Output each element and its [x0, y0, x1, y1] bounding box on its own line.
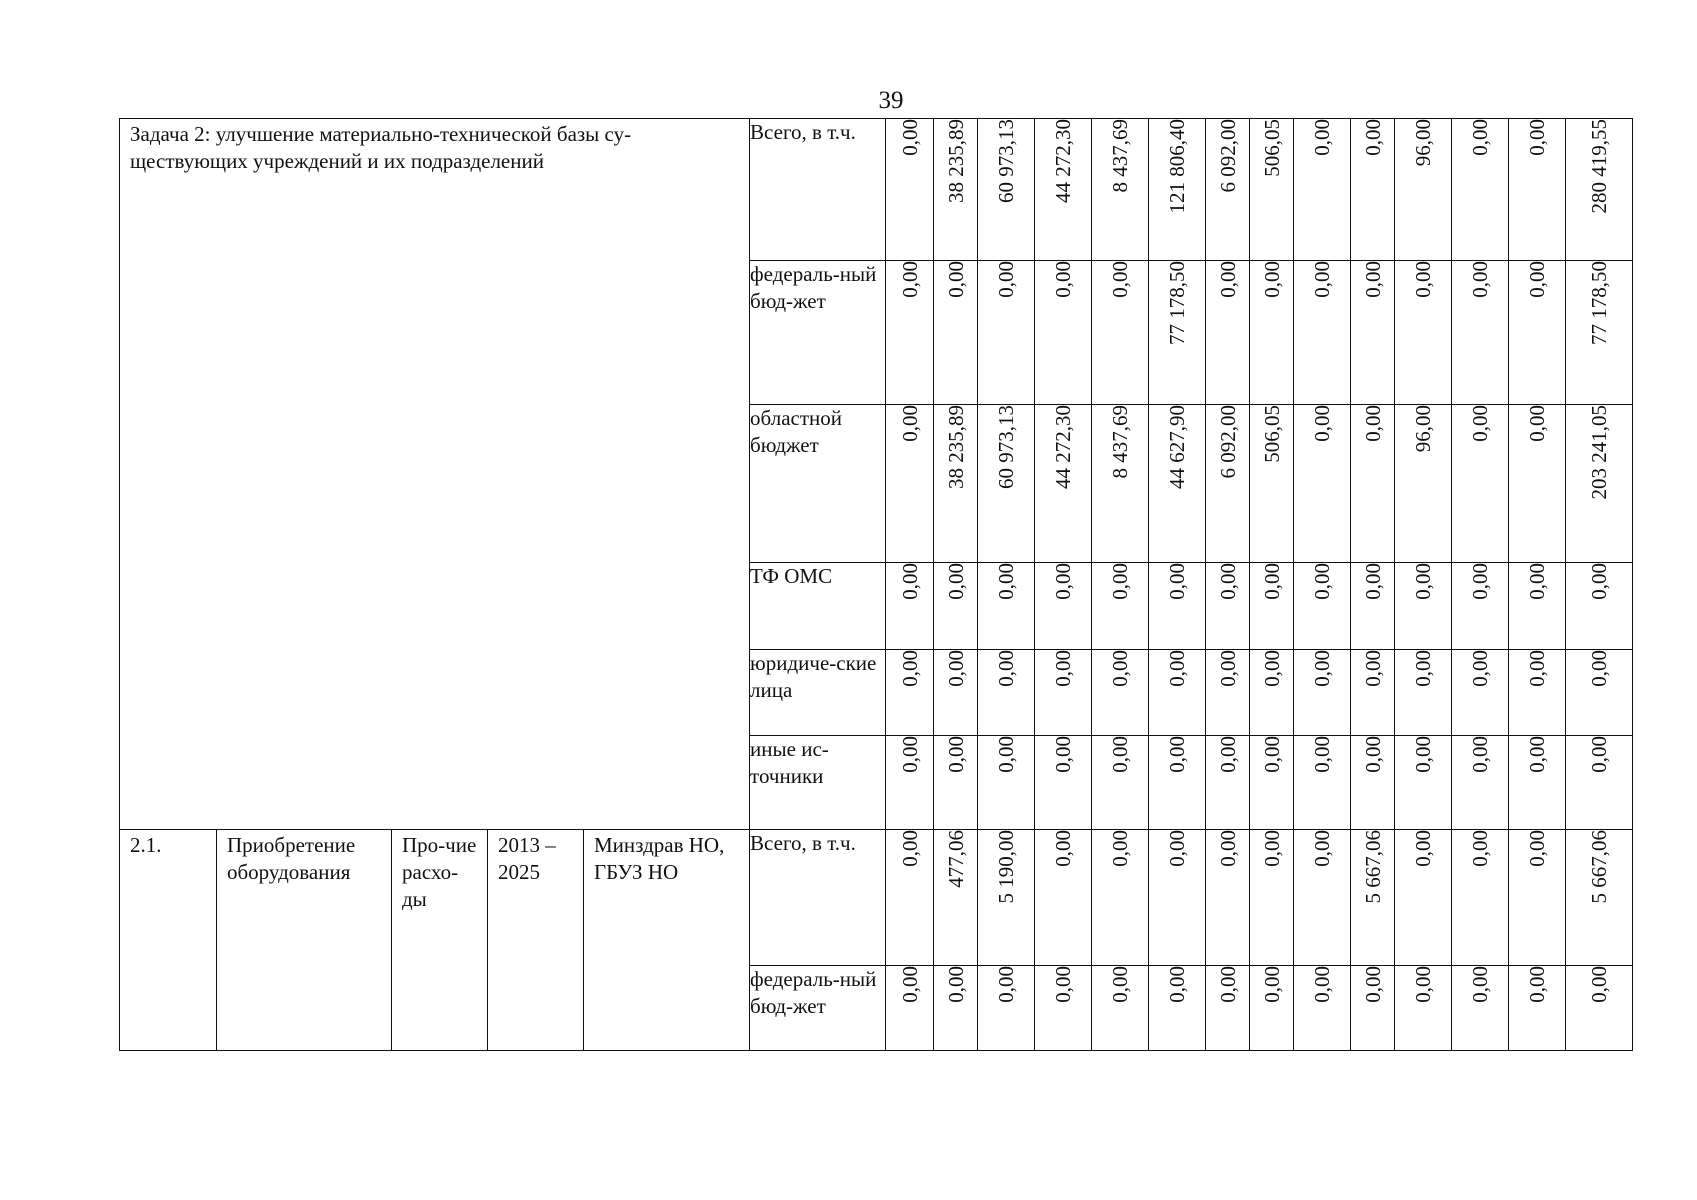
- amount-cell: [1452, 119, 1509, 261]
- amount-cell: [1566, 563, 1633, 650]
- amount-value: 0,00: [1310, 405, 1335, 442]
- amount-cell: [1250, 563, 1294, 650]
- amount-value: 0,00: [1525, 650, 1550, 687]
- amount-value: 0,00: [1108, 736, 1133, 773]
- amount-value: 0,00: [1051, 830, 1076, 867]
- amount-cell: [1351, 405, 1395, 563]
- funding-source-label: ТФ ОМС: [750, 564, 833, 588]
- amount-cell: [934, 405, 978, 563]
- amount-value: 0,00: [1360, 966, 1385, 1003]
- funding-source-label: иные ис-точники: [750, 737, 829, 788]
- amount-value: 0,00: [1259, 736, 1284, 773]
- amount-cell: [1092, 650, 1149, 736]
- amount-cell: [1206, 966, 1250, 1051]
- amount-cell: [1206, 736, 1250, 830]
- amount-cell: [886, 563, 934, 650]
- amount-value: 6 092,00: [1215, 119, 1240, 193]
- item-expense-type: [392, 830, 488, 1051]
- amount-cell: [1092, 119, 1149, 261]
- amount-cell: [1035, 119, 1092, 261]
- amount-value: 0,00: [1468, 736, 1493, 773]
- amount-value: 0,00: [1108, 830, 1133, 867]
- amount-cell: [978, 966, 1035, 1051]
- amount-value: 0,00: [1411, 736, 1436, 773]
- amount-value: 0,00: [1310, 736, 1335, 773]
- amount-cell: [1250, 405, 1294, 563]
- amount-value: 5 667,06: [1360, 830, 1385, 904]
- amount-cell: [1294, 966, 1351, 1051]
- amount-cell: [934, 736, 978, 830]
- amount-cell: [934, 563, 978, 650]
- amount-cell: [1035, 563, 1092, 650]
- funding-source-label: Всего, в т.ч.: [750, 120, 856, 144]
- amount-value: 38 235,89: [943, 119, 968, 203]
- amount-value: 5 190,00: [994, 830, 1019, 904]
- funding-source-label: областной бюджет: [750, 406, 842, 457]
- amount-value: 0,00: [1411, 830, 1436, 867]
- funding-source: [750, 736, 886, 830]
- amount-cell: [1452, 563, 1509, 650]
- amount-value: 0,00: [1259, 966, 1284, 1003]
- amount-cell: [1452, 650, 1509, 736]
- amount-value: 0,00: [1411, 261, 1436, 298]
- amount-cell: [1351, 830, 1395, 966]
- amount-cell: [886, 119, 934, 261]
- amount-cell: [886, 261, 934, 405]
- amount-value: 0,00: [1525, 405, 1550, 442]
- amount-value: 0,00: [1215, 966, 1240, 1003]
- amount-cell: [1250, 736, 1294, 830]
- amount-value: 0,00: [1525, 261, 1550, 298]
- amount-cell: [1294, 830, 1351, 966]
- amount-cell: [1206, 119, 1250, 261]
- amount-value: 0,00: [994, 261, 1019, 298]
- amount-cell: [1149, 650, 1206, 736]
- amount-value: 0,00: [994, 563, 1019, 600]
- amount-cell: [1206, 563, 1250, 650]
- amount-cell: [1294, 119, 1351, 261]
- amount-cell: [1509, 736, 1566, 830]
- amount-value: 0,00: [1310, 563, 1335, 600]
- amount-cell: [1566, 261, 1633, 405]
- amount-cell: [1566, 966, 1633, 1051]
- amount-value: 0,00: [1215, 830, 1240, 867]
- amount-cell: [978, 736, 1035, 830]
- funding-source-label: федераль-ный бюд-жет: [750, 262, 877, 313]
- amount-value: 0,00: [897, 830, 922, 867]
- amount-value: 38 235,89: [943, 405, 968, 489]
- item-row: [120, 830, 1633, 966]
- amount-value: 0,00: [1411, 966, 1436, 1003]
- amount-cell: [1452, 966, 1509, 1051]
- amount-value: 77 178,50: [1165, 261, 1190, 345]
- amount-cell: [1206, 405, 1250, 563]
- amount-value: 0,00: [1310, 650, 1335, 687]
- amount-value: 0,00: [1165, 650, 1190, 687]
- amount-value: 0,00: [1310, 261, 1335, 298]
- amount-cell: [1035, 966, 1092, 1051]
- amount-value: 0,00: [1468, 119, 1493, 156]
- amount-value: 44 272,30: [1051, 405, 1076, 489]
- amount-cell: [1395, 261, 1452, 405]
- page-number: 39: [878, 87, 904, 114]
- amount-value: 44 272,30: [1051, 119, 1076, 203]
- amount-value: 0,00: [1051, 563, 1076, 600]
- amount-cell: [1395, 650, 1452, 736]
- amount-cell: [1395, 830, 1452, 966]
- amount-cell: [978, 261, 1035, 405]
- amount-cell: [886, 405, 934, 563]
- amount-cell: [1509, 261, 1566, 405]
- amount-value: 0,00: [1259, 650, 1284, 687]
- amount-cell: [1149, 736, 1206, 830]
- item-number: [120, 830, 217, 1051]
- amount-cell: [1250, 261, 1294, 405]
- amount-cell: [1250, 966, 1294, 1051]
- amount-cell: [1250, 830, 1294, 966]
- amount-value: 0,00: [1051, 261, 1076, 298]
- amount-cell: [886, 650, 934, 736]
- amount-value: 0,00: [897, 736, 922, 773]
- amount-value: 0,00: [1360, 650, 1385, 687]
- amount-cell: [1035, 261, 1092, 405]
- amount-cell: [1351, 563, 1395, 650]
- amount-value: 0,00: [943, 736, 968, 773]
- amount-value: 0,00: [1587, 650, 1612, 687]
- amount-cell: [1351, 119, 1395, 261]
- amount-value: 0,00: [994, 650, 1019, 687]
- amount-cell: [1294, 405, 1351, 563]
- amount-cell: [1092, 261, 1149, 405]
- amount-value: 0,00: [897, 261, 922, 298]
- amount-cell: [1452, 405, 1509, 563]
- amount-cell: [1035, 650, 1092, 736]
- amount-cell: [1566, 830, 1633, 966]
- amount-value: 0,00: [897, 563, 922, 600]
- amount-cell: [978, 650, 1035, 736]
- amount-cell: [1092, 736, 1149, 830]
- amount-cell: [1149, 119, 1206, 261]
- amount-value: 0,00: [1360, 119, 1385, 156]
- amount-value: 0,00: [943, 966, 968, 1003]
- item-period: [488, 830, 584, 1051]
- amount-value: 0,00: [1525, 966, 1550, 1003]
- amount-cell: [1509, 119, 1566, 261]
- amount-value: 0,00: [1468, 261, 1493, 298]
- amount-value: 0,00: [1411, 563, 1436, 600]
- amount-cell: [1035, 405, 1092, 563]
- amount-value: 0,00: [1468, 650, 1493, 687]
- amount-cell: [1566, 405, 1633, 563]
- amount-cell: [1509, 650, 1566, 736]
- amount-cell: [1452, 261, 1509, 405]
- amount-value: 0,00: [1165, 736, 1190, 773]
- amount-cell: [934, 966, 978, 1051]
- amount-cell: [1250, 119, 1294, 261]
- amount-value: 477,06: [943, 830, 968, 888]
- amount-cell: [1035, 830, 1092, 966]
- amount-value: 0,00: [1310, 830, 1335, 867]
- amount-cell: [1509, 966, 1566, 1051]
- amount-value: 0,00: [994, 736, 1019, 773]
- amount-cell: [1206, 261, 1250, 405]
- amount-cell: [1149, 966, 1206, 1051]
- item-number-text: 2.1.: [130, 833, 162, 857]
- amount-cell: [934, 830, 978, 966]
- amount-value: 280 419,55: [1587, 119, 1612, 214]
- amount-value: 0,00: [1051, 966, 1076, 1003]
- amount-cell: [1206, 650, 1250, 736]
- amount-value: 0,00: [994, 966, 1019, 1003]
- task-title: Задача 2: улучшение материально-технической базы су-ществующих учреждений и их подразделений: [130, 122, 632, 173]
- amount-cell: [886, 830, 934, 966]
- amount-cell: [1149, 563, 1206, 650]
- amount-cell: [886, 736, 934, 830]
- item-executor: [584, 830, 750, 1051]
- amount-cell: [1452, 736, 1509, 830]
- amount-cell: [1509, 830, 1566, 966]
- item-name: [217, 830, 392, 1051]
- amount-value: 0,00: [1525, 736, 1550, 773]
- amount-value: 0,00: [1108, 650, 1133, 687]
- amount-cell: [1395, 405, 1452, 563]
- amount-value: 5 667,06: [1587, 830, 1612, 904]
- amount-value: 96,00: [1411, 405, 1436, 453]
- amount-cell: [1092, 563, 1149, 650]
- amount-cell: [1250, 650, 1294, 736]
- amount-value: 0,00: [1360, 736, 1385, 773]
- amount-cell: [1092, 405, 1149, 563]
- amount-value: 0,00: [1587, 563, 1612, 600]
- amount-cell: [1092, 966, 1149, 1051]
- item-name-text: Приобретение оборудования: [227, 833, 356, 884]
- amount-value: 6 092,00: [1215, 405, 1240, 479]
- amount-value: 77 178,50: [1587, 261, 1612, 345]
- amount-value: 44 627,90: [1165, 405, 1190, 489]
- amount-cell: [1509, 563, 1566, 650]
- amount-value: 0,00: [1360, 261, 1385, 298]
- amount-value: 0,00: [1051, 650, 1076, 687]
- amount-value: 0,00: [1108, 261, 1133, 298]
- amount-cell: [978, 405, 1035, 563]
- amount-cell: [978, 830, 1035, 966]
- amount-cell: [1509, 405, 1566, 563]
- amount-value: 0,00: [1360, 563, 1385, 600]
- amount-value: 0,00: [1259, 563, 1284, 600]
- funding-source: [750, 119, 886, 261]
- amount-cell: [978, 119, 1035, 261]
- amount-value: 0,00: [1310, 119, 1335, 156]
- amount-value: 0,00: [1165, 563, 1190, 600]
- amount-cell: [1395, 966, 1452, 1051]
- amount-cell: [1351, 261, 1395, 405]
- amount-value: 0,00: [1525, 830, 1550, 867]
- amount-cell: [1294, 261, 1351, 405]
- amount-cell: [1566, 119, 1633, 261]
- amount-cell: [1395, 736, 1452, 830]
- amount-value: 96,00: [1411, 119, 1436, 167]
- amount-cell: [1294, 736, 1351, 830]
- amount-value: 0,00: [1468, 405, 1493, 442]
- amount-cell: [1351, 966, 1395, 1051]
- funding-source: [750, 563, 886, 650]
- amount-value: 0,00: [1051, 736, 1076, 773]
- amount-value: 0,00: [1360, 405, 1385, 442]
- amount-value: 0,00: [1259, 830, 1284, 867]
- amount-value: 0,00: [1468, 966, 1493, 1003]
- amount-value: 0,00: [1525, 119, 1550, 156]
- amount-value: 0,00: [1310, 966, 1335, 1003]
- funding-source: [750, 830, 886, 966]
- funding-source-label: федераль-ный бюд-жет: [750, 967, 877, 1018]
- amount-cell: [1294, 563, 1351, 650]
- funding-source-label: Всего, в т.ч.: [750, 831, 856, 855]
- amount-value: 121 806,40: [1165, 119, 1190, 214]
- funding-source: [750, 261, 886, 405]
- amount-value: 0,00: [1165, 830, 1190, 867]
- amount-cell: [1035, 736, 1092, 830]
- amount-cell: [1566, 736, 1633, 830]
- item-executor-text: Минздрав НО, ГБУЗ НО: [594, 833, 725, 884]
- task-title-cell: [120, 119, 750, 830]
- amount-value: 0,00: [897, 966, 922, 1003]
- amount-cell: [1294, 650, 1351, 736]
- amount-cell: [934, 261, 978, 405]
- amount-value: 8 437,69: [1108, 405, 1133, 479]
- budget-table: [119, 118, 1633, 1051]
- amount-cell: [1395, 119, 1452, 261]
- amount-value: 0,00: [1468, 830, 1493, 867]
- amount-value: 0,00: [897, 119, 922, 156]
- amount-cell: [1395, 563, 1452, 650]
- amount-value: 60 973,13: [994, 405, 1019, 489]
- amount-value: 0,00: [1587, 966, 1612, 1003]
- funding-source: [750, 966, 886, 1051]
- funding-source: [750, 405, 886, 563]
- item-expense-type-text: Про-чие расхо-ды: [402, 833, 477, 911]
- amount-value: 0,00: [1259, 261, 1284, 298]
- amount-cell: [978, 563, 1035, 650]
- amount-cell: [886, 966, 934, 1051]
- amount-value: 0,00: [1525, 563, 1550, 600]
- amount-value: 0,00: [1215, 736, 1240, 773]
- funding-source: [750, 650, 886, 736]
- amount-cell: [1092, 830, 1149, 966]
- amount-value: 0,00: [1215, 261, 1240, 298]
- amount-value: 0,00: [943, 261, 968, 298]
- amount-value: 0,00: [1108, 563, 1133, 600]
- task-row: [120, 119, 1633, 261]
- amount-value: 0,00: [1165, 966, 1190, 1003]
- amount-value: 0,00: [943, 650, 968, 687]
- amount-value: 60 973,13: [994, 119, 1019, 203]
- item-period-text: 2013 – 2025: [498, 833, 556, 884]
- amount-value: 0,00: [1215, 650, 1240, 687]
- amount-value: 506,05: [1259, 119, 1284, 177]
- amount-value: 0,00: [1411, 650, 1436, 687]
- amount-cell: [1452, 830, 1509, 966]
- amount-value: 203 241,05: [1587, 405, 1612, 500]
- amount-value: 0,00: [1108, 966, 1133, 1003]
- amount-value: 0,00: [897, 405, 922, 442]
- amount-cell: [1566, 650, 1633, 736]
- amount-value: 8 437,69: [1108, 119, 1133, 193]
- amount-value: 0,00: [1587, 736, 1612, 773]
- amount-cell: [1149, 261, 1206, 405]
- amount-cell: [1351, 650, 1395, 736]
- amount-value: 506,05: [1259, 405, 1284, 463]
- amount-value: 0,00: [897, 650, 922, 687]
- funding-source-label: юридиче-ские лица: [750, 651, 877, 702]
- amount-cell: [934, 119, 978, 261]
- amount-value: 0,00: [1468, 563, 1493, 600]
- amount-value: 0,00: [1215, 563, 1240, 600]
- amount-value: 0,00: [943, 563, 968, 600]
- amount-cell: [1149, 405, 1206, 563]
- amount-cell: [1351, 736, 1395, 830]
- amount-cell: [1149, 830, 1206, 966]
- amount-cell: [934, 650, 978, 736]
- amount-cell: [1206, 830, 1250, 966]
